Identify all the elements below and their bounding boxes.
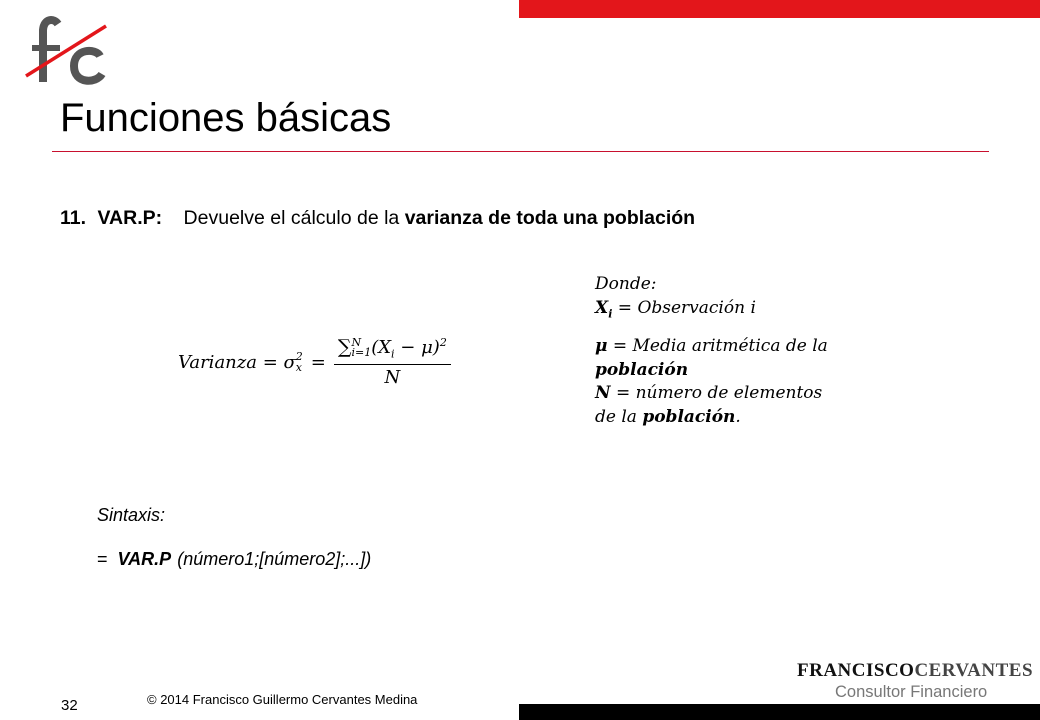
page-title: Funciones básicas [60,96,392,140]
numerator-sup: 2 [439,335,447,349]
numerator-tail: − μ) [394,336,440,358]
numerator-sub: i [391,347,395,361]
description-prefix: Devuelve el cálculo de la [183,207,405,229]
syntax-args: (número1;[número2];...]) [177,549,372,569]
syntax-keyword: VAR.P [117,549,172,569]
legend-mu-def: = Media aritmética de la [607,336,828,357]
legend-n-def2-pre: de la [595,406,643,427]
copyright-notice: © 2014 Francisco Guillermo Cervantes Medina [147,692,418,707]
legend-mu-def2: población [595,359,689,380]
function-heading [60,205,695,231]
sum-icon: ∑ [337,335,352,358]
legend-heading: Donde: [595,274,657,294]
numerator-body: (X [371,336,392,358]
legend-mu [595,335,885,359]
function-number: 11. [60,207,87,229]
brand-block [797,660,1034,702]
formula-numerator [334,336,451,366]
variance-formula [178,327,451,397]
syntax-label: Sintaxis: [97,505,166,525]
formula-equals: = [310,351,326,373]
legend-n-def: = número de elementos [610,383,823,404]
legend-x-sub: i [608,306,613,320]
title-divider [52,151,989,152]
formula-lhs: Varianza = σ [178,351,296,373]
legend-n-def2-bold: población [642,406,736,427]
sum-sub: i=1 [351,345,372,359]
formula-denominator: N [384,367,401,389]
legend-x-symbol: X [595,297,609,318]
formula-fraction [334,336,451,389]
brand-subtitle: Consultor Financiero [835,683,988,701]
syntax-line [97,549,371,570]
top-accent-bar [519,0,1040,18]
legend-mu-symbol: μ [595,336,608,357]
syntax-equals: = [97,549,108,569]
bottom-accent-bar [519,704,1040,720]
legend-n-def2-post: . [735,406,741,427]
formula-legend [595,273,885,429]
legend-n [595,382,885,406]
description-bold: varianza de toda una población [404,207,696,229]
legend-x [595,297,885,326]
formula-lhs-sub: x [295,361,303,374]
brand-name [797,660,1034,682]
fc-logo-icon [20,10,120,90]
legend-n-symbol: N [595,383,611,404]
brand-second: CERVANTES [914,660,1034,681]
formula-lhs-sup: 2 [295,350,303,363]
legend-n-line2 [595,406,885,430]
legend-x-def: = Observación i [612,297,756,318]
sum-sup: N [351,335,362,349]
page-number: 32 [61,697,78,714]
function-description [184,207,696,229]
brand-first: FRANCISCO [797,660,915,681]
function-name: VAR.P: [97,207,163,229]
